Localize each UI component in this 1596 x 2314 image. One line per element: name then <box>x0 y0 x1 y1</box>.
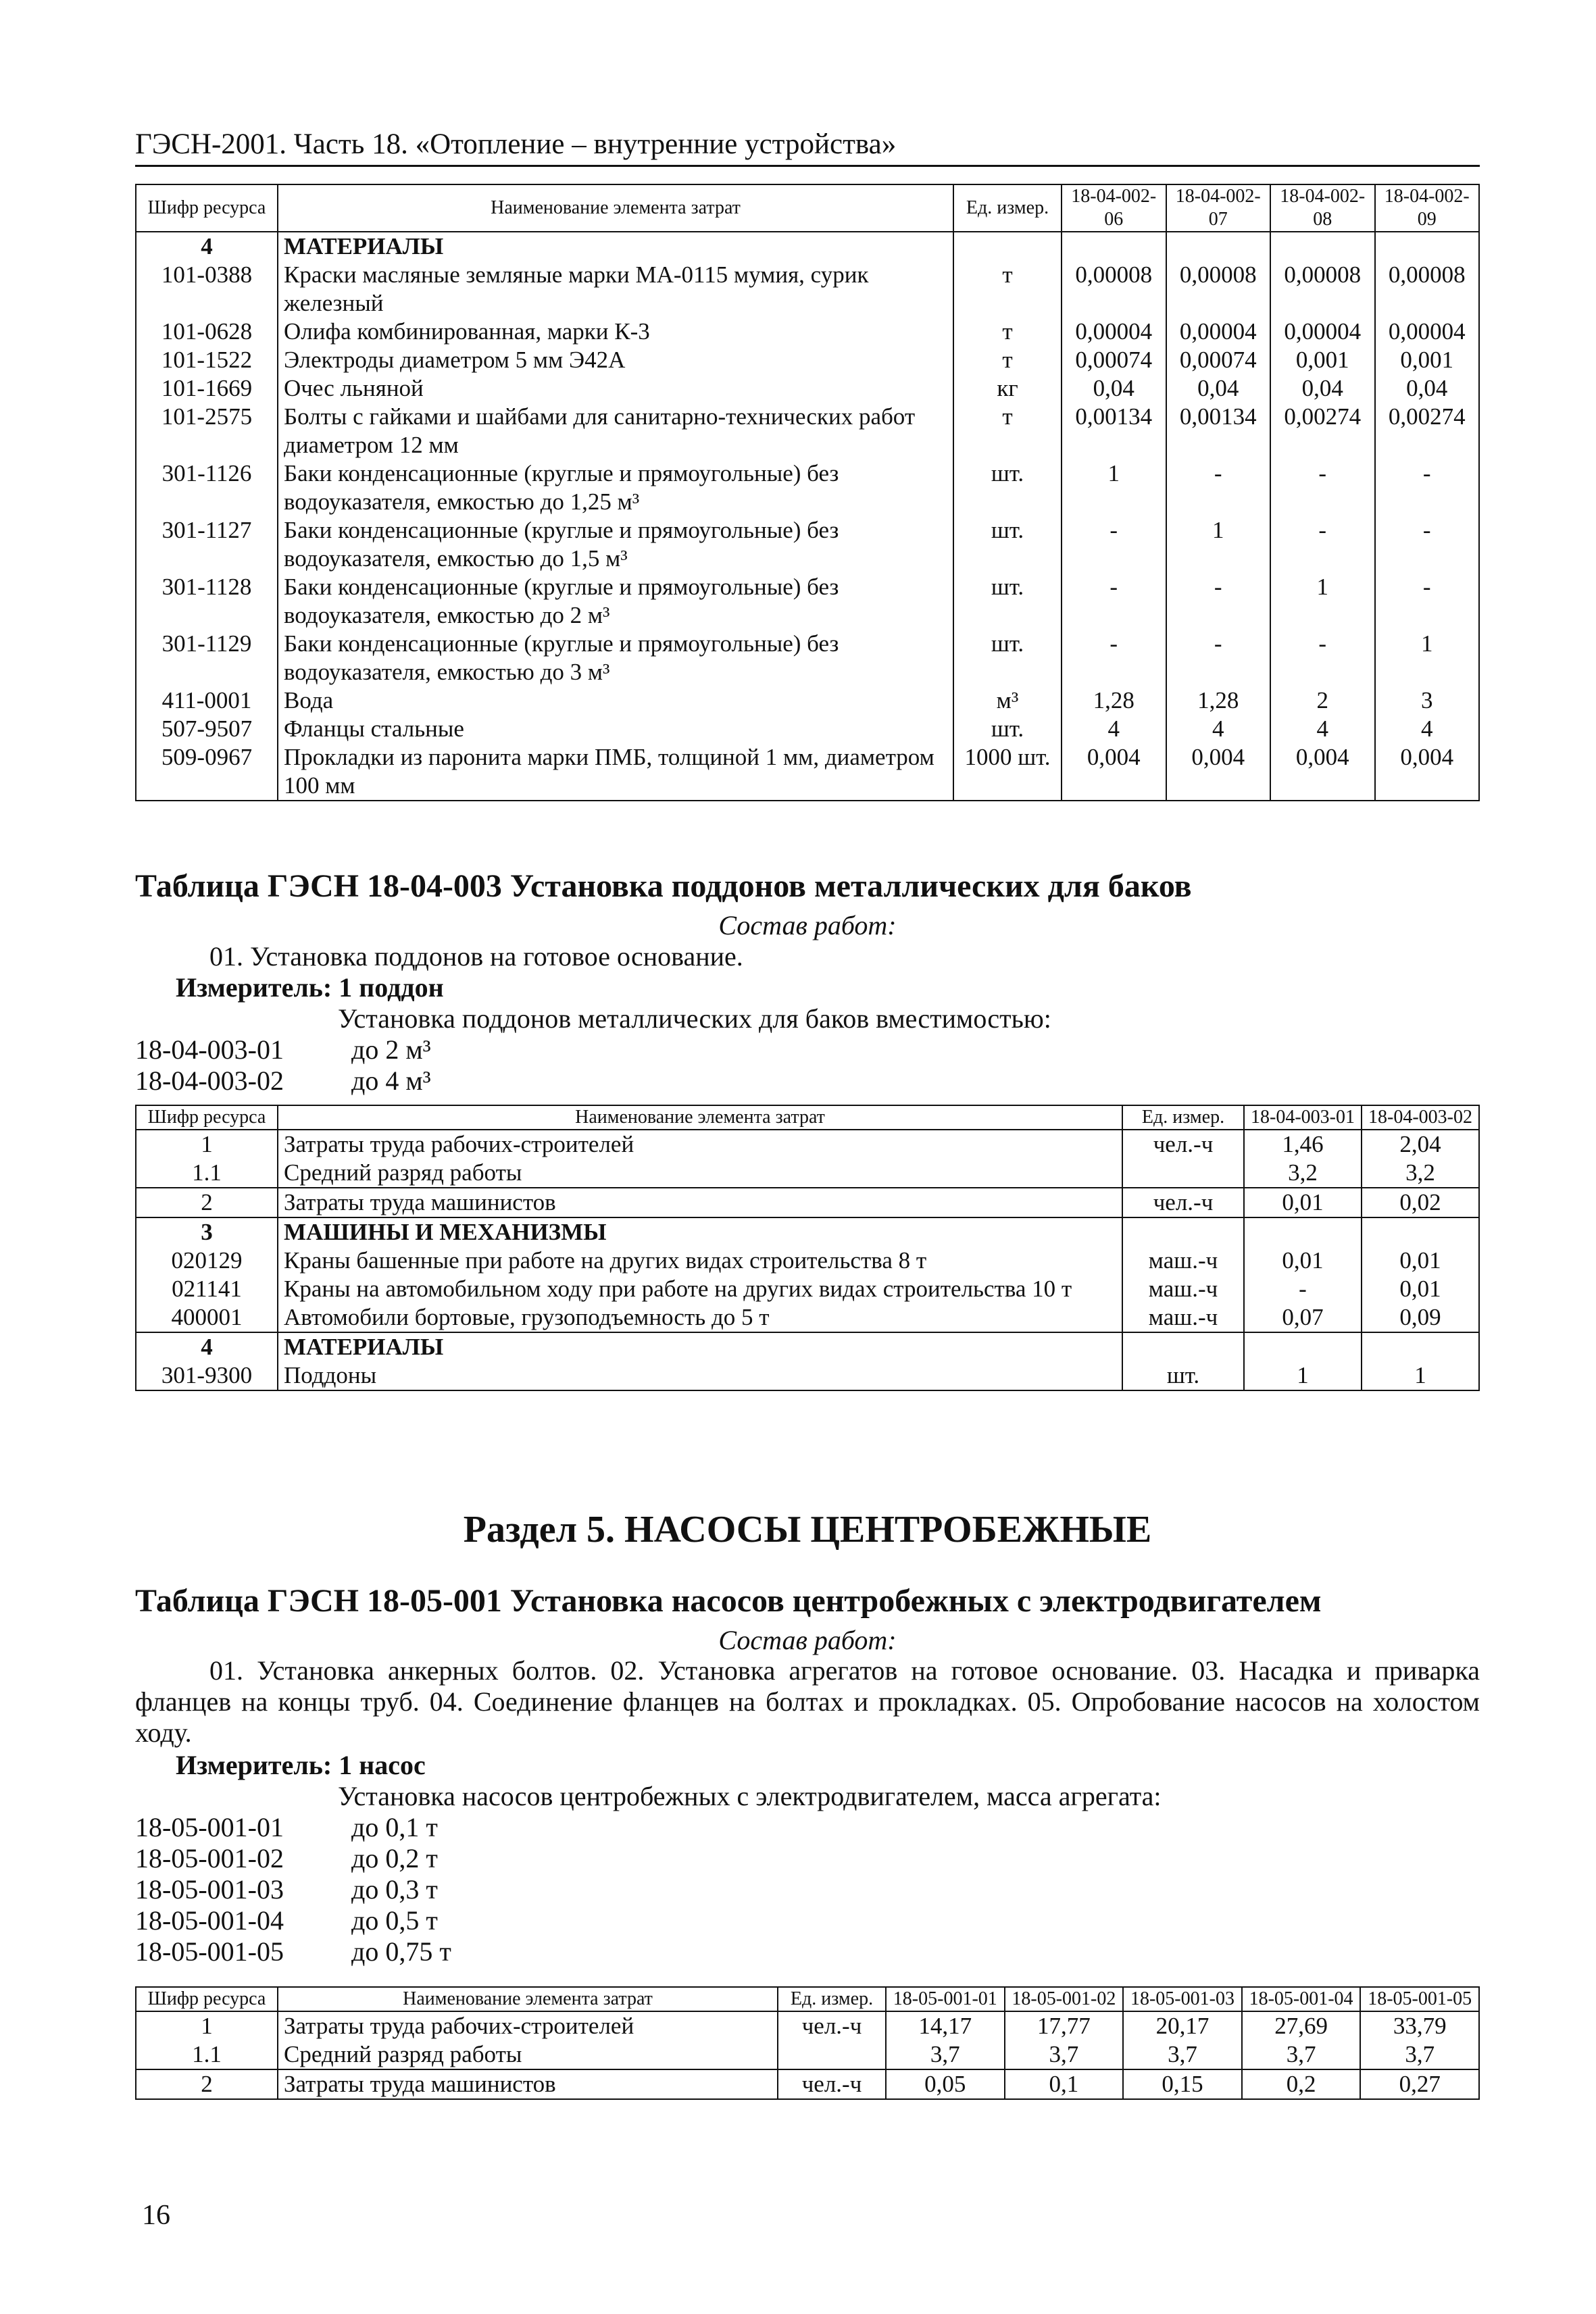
cell-unit: маш.-ч <box>1122 1303 1244 1332</box>
cell-name: Затраты труда рабочих-строителей <box>278 1130 1122 1159</box>
cell-value: 0,01 <box>1362 1247 1479 1275</box>
cell-unit <box>778 2040 886 2069</box>
cell-value: 2 <box>1270 686 1375 715</box>
table-row <box>136 743 1479 801</box>
cell-unit <box>1122 1217 1244 1247</box>
cell-value: 0,15 <box>1123 2069 1242 2099</box>
table-row <box>136 1303 1479 1332</box>
works-label: Состав работ: <box>718 1625 897 1655</box>
cell-value <box>1270 232 1375 261</box>
cell-name: Баки конденсационные (круглые и прямоугольные) без водоуказателя, емкостью до 3 м³ <box>278 630 953 686</box>
cell-code: 101-2575 <box>136 403 278 459</box>
norm-code: 18-05-001-01 <box>135 1812 284 1842</box>
cell-value: 3,2 <box>1244 1159 1362 1188</box>
cell-value: 0,00004 <box>1062 318 1166 346</box>
cell-value <box>1062 232 1166 261</box>
cell-code: 301-1128 <box>136 573 278 630</box>
cell-value: 20,17 <box>1123 2011 1242 2040</box>
cell-value: 0,00008 <box>1166 261 1271 318</box>
cell-value: 0,01 <box>1362 1275 1479 1303</box>
cell-unit: чел.-ч <box>778 2069 886 2099</box>
cell-value: 0,02 <box>1362 1188 1479 1217</box>
cell-value: 0,00134 <box>1062 403 1166 459</box>
cell-unit: т <box>953 318 1062 346</box>
table-row <box>136 346 1479 374</box>
col-header-code: Шифр ресурса <box>136 1987 278 2011</box>
col-header-unit: Ед. измер. <box>778 1987 886 2011</box>
norm-code: 18-04-003-02 <box>135 1065 284 1096</box>
table-18-05-001 <box>135 1986 1480 2100</box>
cell-unit: маш.-ч <box>1122 1247 1244 1275</box>
cell-value: 0,00008 <box>1270 261 1375 318</box>
cell-name: Затраты труда машинистов <box>278 2069 778 2099</box>
cell-code: 2 <box>136 1188 278 1217</box>
col-header-norm: 18-04-002-08 <box>1270 184 1375 232</box>
table-row <box>136 374 1479 403</box>
cell-value: 1,28 <box>1166 686 1271 715</box>
cell-name: Очес льняной <box>278 374 953 403</box>
col-header-norm: 18-04-002-09 <box>1375 184 1480 232</box>
cell-name: Затраты труда рабочих-строителей <box>278 2011 778 2040</box>
cell-code: 101-0388 <box>136 261 278 318</box>
cell-code: 101-1669 <box>136 374 278 403</box>
cell-value: 0,00134 <box>1166 403 1271 459</box>
cell-name: Поддоны <box>278 1361 1122 1390</box>
cell-code: 1 <box>136 1130 278 1159</box>
cell-name: Автомобили бортовые, грузоподъемность до 5 т <box>278 1303 1122 1332</box>
cell-value: 0,004 <box>1166 743 1271 801</box>
cell-value: - <box>1375 516 1480 573</box>
cell-value: - <box>1270 630 1375 686</box>
table-row <box>136 2069 1479 2099</box>
cell-name: МАТЕРИАЛЫ <box>278 232 953 261</box>
cell-name: Краны на автомобильном ходу при работе на других видах строительства 10 т <box>278 1275 1122 1303</box>
section-title: Раздел 5. НАСОСЫ ЦЕНТРОБЕЖНЫЕ <box>463 1509 1152 1551</box>
norm-item <box>135 1065 1480 1097</box>
table-row <box>136 2040 1479 2069</box>
cell-unit <box>1122 1332 1244 1361</box>
cell-value: 0,01 <box>1244 1188 1362 1217</box>
cell-value: 0,04 <box>1375 374 1480 403</box>
col-header-norm: 18-05-001-03 <box>1123 1987 1242 2011</box>
cell-code: 2 <box>136 2069 278 2099</box>
table-row <box>136 1130 1479 1159</box>
cell-value: 3,7 <box>1360 2040 1479 2069</box>
cell-unit: шт. <box>953 715 1062 743</box>
cell-value: 27,69 <box>1242 2011 1361 2040</box>
cell-unit: м³ <box>953 686 1062 715</box>
cell-value: 0,09 <box>1362 1303 1479 1332</box>
cell-value: 4 <box>1062 715 1166 743</box>
cell-value: - <box>1244 1275 1362 1303</box>
cell-value: 3 <box>1375 686 1480 715</box>
cell-value: 0,2 <box>1242 2069 1361 2099</box>
norm-item <box>135 1843 1480 1874</box>
cell-name: Средний разряд работы <box>278 1159 1122 1188</box>
table-row <box>136 686 1479 715</box>
cell-value: 0,01 <box>1244 1247 1362 1275</box>
cell-value <box>1244 1332 1362 1361</box>
cell-value: 0,004 <box>1375 743 1480 801</box>
cell-code: 101-1522 <box>136 346 278 374</box>
col-header-norm: 18-04-002-07 <box>1166 184 1271 232</box>
cell-value: 3,2 <box>1362 1159 1479 1188</box>
cell-value: 0,00004 <box>1375 318 1480 346</box>
col-header-norm: 18-04-003-01 <box>1244 1105 1362 1130</box>
cell-value: 1 <box>1362 1361 1479 1390</box>
cell-name: Вода <box>278 686 953 715</box>
norm-value: до 2 м³ <box>351 1034 431 1065</box>
cell-value: 0,001 <box>1375 346 1480 374</box>
cell-code: 301-9300 <box>136 1361 278 1390</box>
cell-name: Олифа комбинированная, марки К-3 <box>278 318 953 346</box>
cell-value: 0,27 <box>1360 2069 1479 2099</box>
cell-value: 17,77 <box>1005 2011 1124 2040</box>
cell-value: - <box>1062 630 1166 686</box>
cell-value: 14,17 <box>886 2011 1005 2040</box>
table-row <box>136 232 1479 261</box>
cell-code: 3 <box>136 1217 278 1247</box>
cell-name: Прокладки из паронита марки ПМБ, толщиной 1 мм, диаметром 100 мм <box>278 743 953 801</box>
cell-name: Фланцы стальные <box>278 715 953 743</box>
cell-name: Электроды диаметром 5 мм Э42А <box>278 346 953 374</box>
cell-name: Баки конденсационные (круглые и прямоугольные) без водоуказателя, емкостью до 2 м³ <box>278 573 953 630</box>
norm-item <box>135 1812 1480 1843</box>
cell-code: 301-1127 <box>136 516 278 573</box>
cell-code: 4 <box>136 1332 278 1361</box>
cell-value: 0,00274 <box>1270 403 1375 459</box>
page-header: ГЭСН-2001. Часть 18. «Отопление – внутренние устройства» <box>135 127 1480 167</box>
cell-code: 507-9507 <box>136 715 278 743</box>
cell-value: 1,28 <box>1062 686 1166 715</box>
cell-value: 1 <box>1166 516 1271 573</box>
cell-value: 1 <box>1244 1361 1362 1390</box>
table-row <box>136 1188 1479 1217</box>
cell-value: 0,07 <box>1244 1303 1362 1332</box>
cell-unit: шт. <box>953 459 1062 516</box>
cell-value: 3,7 <box>1005 2040 1124 2069</box>
cell-value <box>1244 1217 1362 1247</box>
col-header-unit: Ед. измер. <box>953 184 1062 232</box>
norm-code: 18-05-001-03 <box>135 1874 284 1905</box>
page-number: 16 <box>142 2200 170 2231</box>
cell-name: МАТЕРИАЛЫ <box>278 1332 1122 1361</box>
cell-value: 0,00008 <box>1062 261 1166 318</box>
cell-value: 3,7 <box>1123 2040 1242 2069</box>
cell-unit: кг <box>953 374 1062 403</box>
table-row <box>136 1361 1479 1390</box>
cell-unit: шт. <box>953 630 1062 686</box>
cell-code: 400001 <box>136 1303 278 1332</box>
cell-value <box>1362 1332 1479 1361</box>
cell-value: 0,004 <box>1270 743 1375 801</box>
cell-value: 4 <box>1270 715 1375 743</box>
cell-name: Баки конденсационные (круглые и прямоугольные) без водоуказателя, емкостью до 1,25 м³ <box>278 459 953 516</box>
norm-value: до 0,3 т <box>351 1874 438 1905</box>
cell-unit <box>1122 1159 1244 1188</box>
cell-value: 0,00004 <box>1270 318 1375 346</box>
cell-value: 0,001 <box>1270 346 1375 374</box>
cell-name: Средний разряд работы <box>278 2040 778 2069</box>
table-row <box>136 1159 1479 1188</box>
cell-name: Баки конденсационные (круглые и прямоугольные) без водоуказателя, емкостью до 1,5 м³ <box>278 516 953 573</box>
table-row <box>136 403 1479 459</box>
cell-value: 33,79 <box>1360 2011 1479 2040</box>
norm-value: до 4 м³ <box>351 1065 431 1096</box>
cell-unit: шт. <box>953 516 1062 573</box>
cell-value <box>1166 232 1271 261</box>
cell-value: 1 <box>1270 573 1375 630</box>
table-row <box>136 630 1479 686</box>
table-row <box>136 459 1479 516</box>
cell-code: 301-1129 <box>136 630 278 686</box>
cell-code: 509-0967 <box>136 743 278 801</box>
cell-value: - <box>1062 573 1166 630</box>
cell-value: - <box>1375 573 1480 630</box>
cell-code: 021141 <box>136 1275 278 1303</box>
col-header-name: Наименование элемента затрат <box>278 1987 778 2011</box>
meter: Измеритель: 1 поддон <box>176 972 444 1003</box>
table-title-18-05-001: Таблица ГЭСН 18-05-001 Установка насосов центробежных с электродвигателем <box>135 1583 1322 1619</box>
norm-value: до 0,5 т <box>351 1905 438 1936</box>
desc: Установка насосов центробежных с электродвигателем, масса агрегата: <box>338 1781 1162 1811</box>
cell-code: 301-1126 <box>136 459 278 516</box>
cell-value: - <box>1270 459 1375 516</box>
col-header-norm: 18-05-001-05 <box>1360 1987 1479 2011</box>
table-row <box>136 1332 1479 1361</box>
col-header-name: Наименование элемента затрат <box>278 1105 1122 1130</box>
cell-value: 0,00008 <box>1375 261 1480 318</box>
cell-value: 1 <box>1375 630 1480 686</box>
works-text: 01. Установка поддонов на готовое основание. <box>209 941 743 972</box>
norm-value: до 0,75 т <box>351 1936 451 1967</box>
col-header-norm: 18-04-003-02 <box>1362 1105 1479 1130</box>
cell-unit: т <box>953 261 1062 318</box>
cell-code: 1.1 <box>136 1159 278 1188</box>
table-18-04-002 <box>135 184 1480 801</box>
cell-value <box>1375 232 1480 261</box>
cell-name: Болты с гайками и шайбами для санитарно-технических работ диаметром 12 мм <box>278 403 953 459</box>
cell-value: 0,04 <box>1166 374 1271 403</box>
cell-value: 4 <box>1375 715 1480 743</box>
norm-code: 18-05-001-05 <box>135 1936 284 1967</box>
desc: Установка поддонов металлических для баков вместимостью: <box>338 1003 1051 1034</box>
cell-unit: т <box>953 403 1062 459</box>
cell-code: 020129 <box>136 1247 278 1275</box>
norm-code: 18-05-001-04 <box>135 1905 284 1936</box>
cell-value: 1 <box>1062 459 1166 516</box>
norm-code: 18-04-003-01 <box>135 1034 284 1065</box>
norm-value: до 0,1 т <box>351 1812 438 1842</box>
table-row <box>136 2011 1479 2040</box>
works-text: 01. Установка анкерных болтов. 02. Установка агрегатов на готовое основание. 03. Насадка и приварка фланцев на концы труб. 04. Соединение фланцев на болтах и прокладках. 05. Опробование насосов на холостом ходу. <box>135 1655 1480 1748</box>
cell-code: 411-0001 <box>136 686 278 715</box>
cell-unit: 1000 шт. <box>953 743 1062 801</box>
cell-value: - <box>1166 573 1271 630</box>
col-header-unit: Ед. измер. <box>1122 1105 1244 1130</box>
cell-value: 1,46 <box>1244 1130 1362 1159</box>
cell-value: 0,00074 <box>1166 346 1271 374</box>
cell-value: 0,00004 <box>1166 318 1271 346</box>
col-header-norm: 18-04-002-06 <box>1062 184 1166 232</box>
cell-value: - <box>1062 516 1166 573</box>
col-header-code: Шифр ресурса <box>136 184 278 232</box>
table-row <box>136 1275 1479 1303</box>
col-header-name: Наименование элемента затрат <box>278 184 953 232</box>
cell-value: 0,004 <box>1062 743 1166 801</box>
meter: Измеритель: 1 насос <box>176 1750 426 1780</box>
cell-name: Краны башенные при работе на других видах строительства 8 т <box>278 1247 1122 1275</box>
cell-value: 0,00074 <box>1062 346 1166 374</box>
cell-code: 4 <box>136 232 278 261</box>
cell-unit: шт. <box>953 573 1062 630</box>
col-header-norm: 18-05-001-02 <box>1005 1987 1124 2011</box>
cell-code: 101-0628 <box>136 318 278 346</box>
table-row <box>136 715 1479 743</box>
cell-value: - <box>1166 459 1271 516</box>
table-row <box>136 1247 1479 1275</box>
cell-unit: чел.-ч <box>1122 1188 1244 1217</box>
cell-value: 0,05 <box>886 2069 1005 2099</box>
cell-name: МАШИНЫ И МЕХАНИЗМЫ <box>278 1217 1122 1247</box>
cell-value: - <box>1270 516 1375 573</box>
works-label: Состав работ: <box>718 910 897 940</box>
cell-value: - <box>1166 630 1271 686</box>
cell-value: 0,1 <box>1005 2069 1124 2099</box>
norm-item <box>135 1936 1480 1967</box>
cell-value: 3,7 <box>886 2040 1005 2069</box>
cell-unit: чел.-ч <box>778 2011 886 2040</box>
cell-value: 3,7 <box>1242 2040 1361 2069</box>
cell-unit <box>953 232 1062 261</box>
norm-code: 18-05-001-02 <box>135 1843 284 1873</box>
cell-value: - <box>1375 459 1480 516</box>
table-row <box>136 318 1479 346</box>
cell-value: 0,04 <box>1062 374 1166 403</box>
norm-item <box>135 1905 1480 1936</box>
table-row <box>136 1217 1479 1247</box>
cell-value: 0,00274 <box>1375 403 1480 459</box>
cell-code: 1 <box>136 2011 278 2040</box>
table-row <box>136 573 1479 630</box>
cell-name: Затраты труда машинистов <box>278 1188 1122 1217</box>
table-title-18-04-003: Таблица ГЭСН 18-04-003 Установка поддонов металлических для баков <box>135 868 1192 904</box>
col-header-norm: 18-05-001-04 <box>1242 1987 1361 2011</box>
cell-value: 2,04 <box>1362 1130 1479 1159</box>
norm-item <box>135 1034 1480 1065</box>
cell-unit: маш.-ч <box>1122 1275 1244 1303</box>
cell-name: Краски масляные земляные марки МА-0115 мумия, сурик железный <box>278 261 953 318</box>
table-row <box>136 516 1479 573</box>
col-header-code: Шифр ресурса <box>136 1105 278 1130</box>
cell-value: 0,04 <box>1270 374 1375 403</box>
col-header-norm: 18-05-001-01 <box>886 1987 1005 2011</box>
cell-unit: шт. <box>1122 1361 1244 1390</box>
cell-code: 1.1 <box>136 2040 278 2069</box>
cell-unit: т <box>953 346 1062 374</box>
table-18-04-003 <box>135 1105 1480 1391</box>
cell-unit: чел.-ч <box>1122 1130 1244 1159</box>
table-row <box>136 261 1479 318</box>
norm-item <box>135 1874 1480 1905</box>
cell-value <box>1362 1217 1479 1247</box>
cell-value: 4 <box>1166 715 1271 743</box>
norm-value: до 0,2 т <box>351 1843 438 1873</box>
